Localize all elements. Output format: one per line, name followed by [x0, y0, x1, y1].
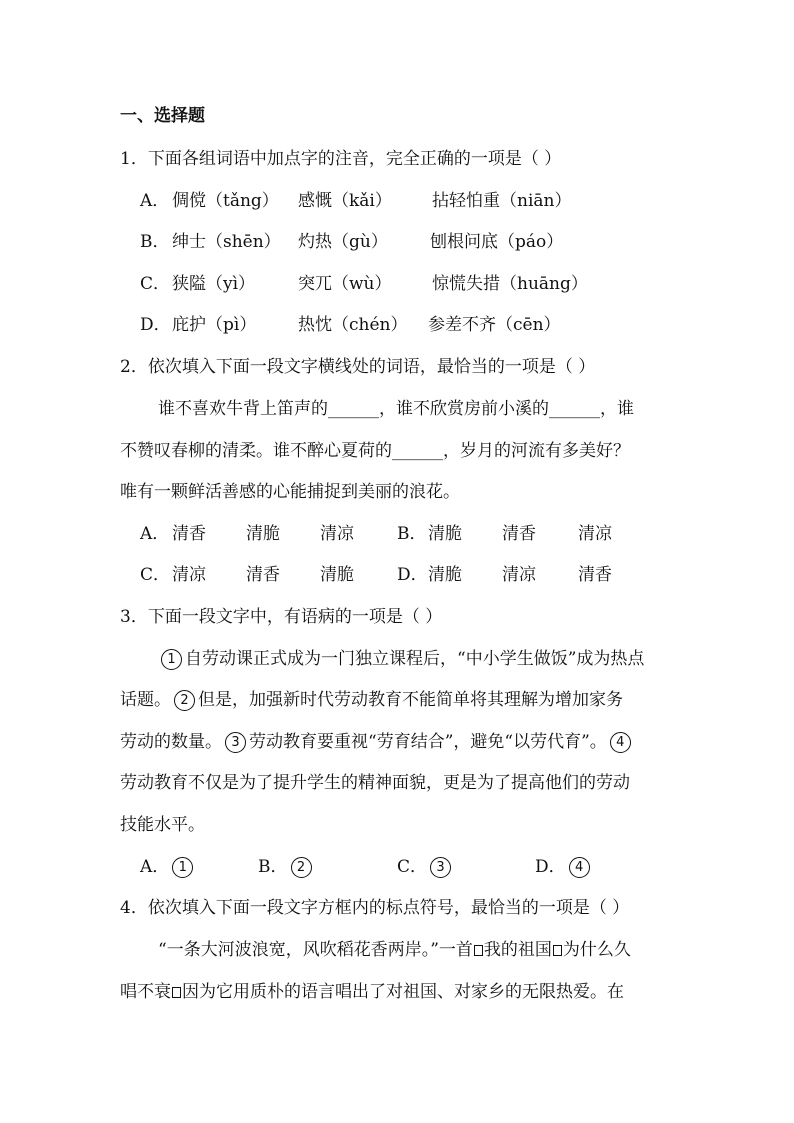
punctuation-box [474, 945, 483, 956]
q1-option-c-label: C． [140, 274, 171, 294]
q3-sentence-1: 自劳动课正式成为一门独立课程后，“中小学生做饭”成为热点 [185, 649, 645, 669]
q3-option-b-label: B． [258, 857, 288, 877]
q4-passage-line [158, 940, 631, 960]
q3-option-a-label: A． [140, 857, 170, 877]
q1-option-a-item: 倜傥（tǎng） [172, 191, 279, 211]
q3-sentence-1-end: 话题。 [120, 690, 171, 710]
q3-passage-line [158, 649, 644, 670]
q2-option-c-item: 清脆 [320, 565, 354, 585]
q2-option-a-item: 清脆 [246, 524, 280, 544]
circled-number-marker: 1 [161, 649, 182, 670]
circled-number-marker: 3 [430, 857, 451, 878]
q3-passage-line [120, 732, 634, 753]
q4-text: 我的祖国 [483, 940, 552, 960]
q2-passage-line: 不赞叹春柳的清柔。谁不醉心夏荷的______，岁月的河流有多美好？ [120, 441, 630, 461]
q4-text: 唱不衰 [120, 982, 171, 1002]
q2-option-a-item: 清凉 [320, 524, 354, 544]
q2-option-c-item: 清香 [246, 565, 280, 585]
q2-option-a-label: A． [140, 524, 170, 544]
circled-number-marker: 2 [174, 690, 195, 711]
q4-text: 因为它用质朴的语言唱出了对祖国、对家乡的无限热爱。在 [182, 982, 624, 1002]
q1-option-a-item: 感慨（kǎi） [298, 191, 392, 211]
q1-option-d-label: D． [140, 315, 171, 335]
q2-option-d-item: 清凉 [502, 565, 536, 585]
circled-number-marker: 4 [610, 732, 631, 753]
q3-option-c-label: C． [397, 857, 428, 877]
section-title: 一、选择题 [120, 106, 205, 126]
circled-number-marker: 4 [569, 857, 590, 878]
q3-option-a [140, 857, 196, 878]
q1-option-c-item: 突兀（wù） [298, 274, 392, 294]
q1-option-b-item: 刨根问底（páo） [430, 232, 564, 252]
q3-option-c [397, 857, 454, 878]
question-4-stem: 4．依次填入下面一段文字方框内的标点符号，最恰当的一项是（ ） [120, 898, 630, 918]
q2-option-b-label: B． [397, 524, 427, 544]
q3-passage-line: 劳动教育不仅是为了提升学生的精神面貌，更是为了提高他们的劳动 [120, 773, 630, 793]
q4-text: 为什么久 [562, 940, 631, 960]
punctuation-box [553, 945, 562, 956]
q2-option-c-label: C． [140, 565, 171, 585]
q3-sentence-3: 劳动教育要重视“劳育结合”，避免“以劳代育”。 [249, 732, 607, 752]
q3-sentence-2: 但是，加强新时代劳动教育不能简单将其理解为增加家务 [198, 690, 623, 710]
q3-option-b [258, 857, 315, 878]
q1-option-c-item: 惊慌失措（huāng） [432, 274, 588, 294]
question-3-stem: 3．下面一段文字中，有语病的一项是（ ） [120, 607, 443, 627]
q1-option-c-item: 狭隘（yì） [172, 274, 256, 294]
q4-passage-line [120, 982, 624, 1002]
q2-option-b-item: 清脆 [428, 524, 462, 544]
q1-option-b-item: 灼热（gù） [298, 232, 388, 252]
q1-option-a-item: 拈轻怕重（niān） [432, 191, 572, 211]
q3-option-d-label: D． [535, 857, 566, 877]
question-1-stem: 1．下面各组词语中加点字的注音，完全正确的一项是（ ） [120, 149, 562, 169]
q2-option-a-item: 清香 [172, 524, 206, 544]
q1-option-d-item: 热忱（chén） [298, 315, 408, 335]
q3-option-d [535, 857, 593, 878]
q1-option-b-item: 绅士（shēn） [172, 232, 281, 252]
q2-option-d-label: D． [397, 565, 428, 585]
punctuation-box [172, 987, 181, 998]
q1-option-d-item: 参差不齐（cēn） [428, 315, 561, 335]
q2-passage-line: 谁不喜欢牛背上笛声的______，谁不欣赏房前小溪的______，谁 [158, 399, 634, 419]
q1-option-a-label: A． [140, 191, 170, 211]
q2-option-c-item: 清凉 [172, 565, 206, 585]
q3-passage-line: 技能水平。 [120, 815, 205, 835]
q2-option-b-item: 清香 [502, 524, 536, 544]
q2-option-d-item: 清脆 [428, 565, 462, 585]
q2-option-b-item: 清凉 [578, 524, 612, 544]
q2-passage-line: 唯有一颗鲜活善感的心能捕捉到美丽的浪花。 [120, 482, 460, 502]
q4-text: “一条大河波浪宽，风吹稻花香两岸。”一首 [158, 940, 473, 960]
circled-number-marker: 3 [225, 732, 246, 753]
q2-option-d-item: 清香 [578, 565, 612, 585]
q1-option-b-label: B． [140, 232, 170, 252]
q3-sentence-2-end: 劳动的数量。 [120, 732, 222, 752]
circled-number-marker: 1 [172, 857, 193, 878]
question-2-stem: 2．依次填入下面一段文字横线处的词语，最恰当的一项是（ ） [120, 357, 596, 377]
q3-passage-line [120, 690, 623, 711]
q1-option-d-item: 庇护（pì） [172, 315, 257, 335]
circled-number-marker: 2 [291, 857, 312, 878]
